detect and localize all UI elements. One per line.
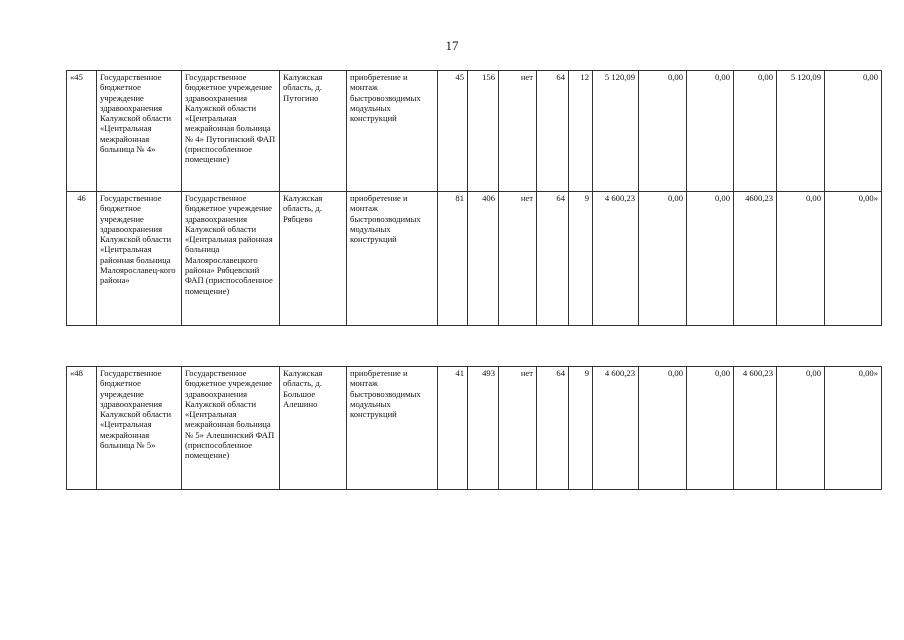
- value-cell: нет: [499, 71, 537, 192]
- institution-cell: Государственное бюджетное учреждение здравоохранения Калужской области «Центральная межрайонная больница № 4»: [97, 71, 182, 192]
- value-cell: 81: [438, 192, 468, 326]
- value-cell: 9: [569, 192, 593, 326]
- value-cell: 4600,23: [734, 192, 777, 326]
- value-cell: 0,00: [639, 71, 687, 192]
- value-cell: 0,00: [734, 71, 777, 192]
- row-number: «48: [67, 367, 97, 490]
- value-cell: нет: [499, 192, 537, 326]
- table-row: [67, 367, 882, 490]
- facility-cell: Государственное бюджетное учреждение здравоохранения Калужской области «Центральная районная больница Малоярославецкого района» Рябцевский ФАП (приспособленное помещение): [182, 192, 280, 326]
- value-cell: 493: [468, 367, 499, 490]
- value-cell: 0,00: [687, 71, 734, 192]
- value-cell: 4 600,23: [593, 367, 639, 490]
- value-cell: 0,00: [687, 192, 734, 326]
- value-cell: нет: [499, 367, 537, 490]
- value-cell: 45: [438, 71, 468, 192]
- row-number: 46: [67, 192, 97, 326]
- row-number: «45: [67, 71, 97, 192]
- facility-cell: Государственное бюджетное учреждение здравоохранения Калужской области «Центральная межрайонная больница № 5» Алешинский ФАП (приспособленное помещение): [182, 367, 280, 490]
- institution-cell: Государственное бюджетное учреждение здравоохранения Калужской области «Центральная районная больница Малоярославец-кого района»: [97, 192, 182, 326]
- location-cell: Калужская область, д. Путогино: [280, 71, 347, 192]
- activity-cell: приобретение и монтаж быстровозводимых модульных конструкций: [347, 192, 438, 326]
- value-cell: 5 120,09: [593, 71, 639, 192]
- activity-cell: приобретение и монтаж быстровозводимых модульных конструкций: [347, 71, 438, 192]
- location-cell: Калужская область, д. Большое Алешино: [280, 367, 347, 490]
- value-cell: 4 600,23: [734, 367, 777, 490]
- value-cell: 41: [438, 367, 468, 490]
- value-cell: 156: [468, 71, 499, 192]
- value-cell: 0,00: [825, 71, 882, 192]
- value-cell: 64: [537, 367, 569, 490]
- table-row: [67, 71, 882, 192]
- facility-table-lower: [66, 366, 882, 490]
- page-number: 17: [445, 38, 459, 53]
- value-cell: 4 600,23: [593, 192, 639, 326]
- value-cell: 64: [537, 71, 569, 192]
- value-cell: 9: [569, 367, 593, 490]
- value-cell: 0,00: [777, 192, 825, 326]
- value-cell: 0,00»: [825, 367, 882, 490]
- value-cell: 0,00: [777, 367, 825, 490]
- value-cell: 0,00: [687, 367, 734, 490]
- value-cell: 5 120,09: [777, 71, 825, 192]
- value-cell: 0,00: [639, 192, 687, 326]
- facility-cell: Государственное бюджетное учреждение здравоохранения Калужской области «Центральная межрайонная больница № 4» Путогинский ФАП (приспособленное помещение): [182, 71, 280, 192]
- activity-cell: приобретение и монтаж быстровозводимых модульных конструкций: [347, 367, 438, 490]
- value-cell: 64: [537, 192, 569, 326]
- value-cell: 0,00: [639, 367, 687, 490]
- table-row: [67, 192, 882, 326]
- value-cell: 406: [468, 192, 499, 326]
- institution-cell: Государственное бюджетное учреждение здравоохранения Калужской области «Центральная межрайонная больница № 5»: [97, 367, 182, 490]
- location-cell: Калужская область, д. Рябцево: [280, 192, 347, 326]
- value-cell: 0,00»: [825, 192, 882, 326]
- facility-table-upper: [66, 70, 882, 326]
- value-cell: 12: [569, 71, 593, 192]
